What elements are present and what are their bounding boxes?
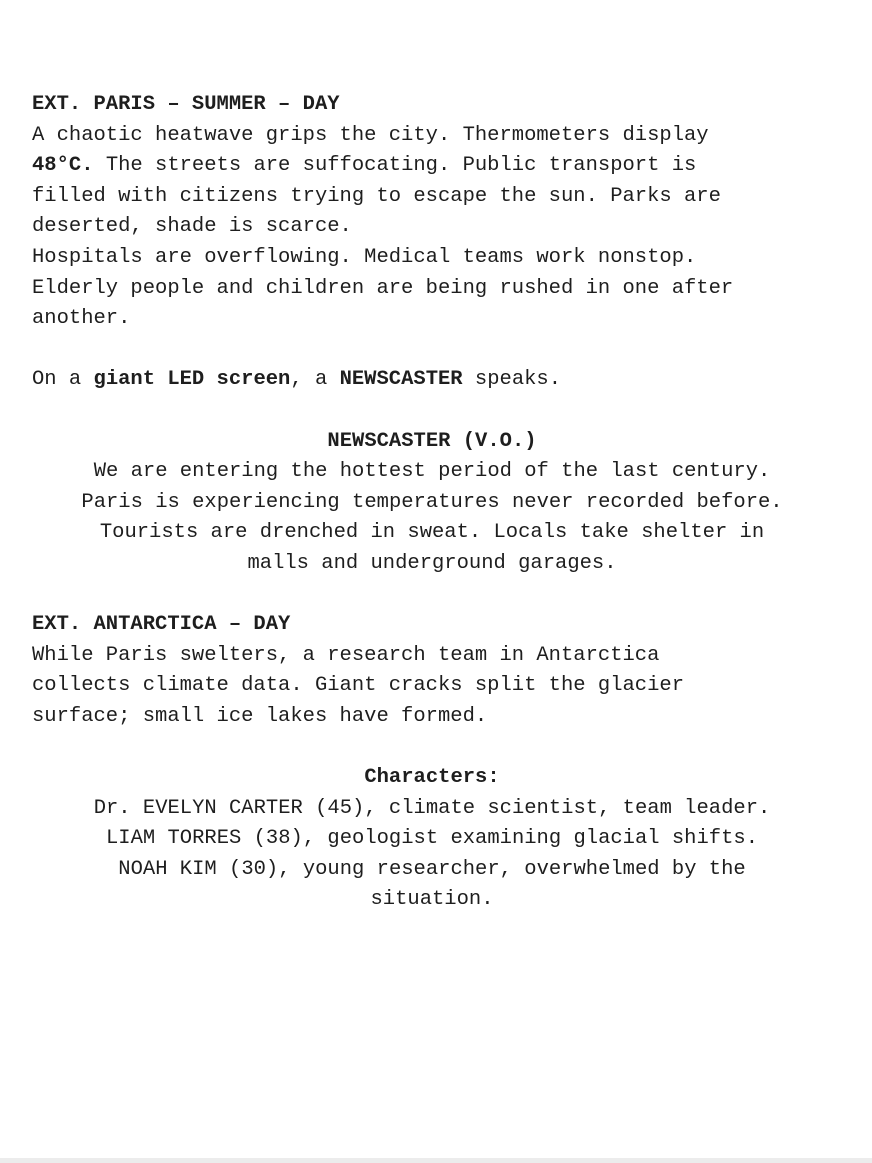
action-line: surface; small ice lakes have formed. (32, 704, 488, 728)
action-line: While Paris swelters, a research team in Antarctica (32, 643, 660, 667)
led-screen-text: giant LED screen (93, 368, 291, 392)
newscaster-name: NEWSCASTER (339, 368, 463, 392)
scene-heading-paris: EXT. PARIS – SUMMER – DAY (32, 93, 340, 116)
dialogue-character: NEWSCASTER (V.O.) (327, 429, 537, 453)
temperature-value: 48°C. (32, 154, 94, 178)
character-line: LIAM TORRES (38), geologist examining glacial shifts. (105, 827, 758, 851)
dialogue-line: malls and underground garages. (247, 551, 617, 575)
action-line: A chaotic heatwave grips the city. Thermometers display (32, 123, 709, 147)
action-text: The streets are suffocating. Public transport is (93, 154, 697, 178)
blank-line (32, 580, 852, 611)
action-line: deserted, shade is scarce. (32, 215, 352, 239)
blank-line (32, 732, 852, 763)
page-bottom-edge (0, 1158, 872, 1163)
action-line: Elderly people and children are being rushed in one after (32, 276, 734, 300)
action-text: speaks. (462, 368, 562, 392)
action-line (32, 151, 852, 182)
action-line: filled with citizens trying to escape the sun. Parks are (32, 184, 721, 208)
action-line: Hospitals are overflowing. Medical teams work nonstop. (32, 245, 697, 269)
blank-line (32, 335, 852, 366)
dialogue-line: We are entering the hottest period of the last century. (93, 460, 771, 484)
action-text: On a (32, 368, 94, 392)
dialogue-line: Tourists are drenched in sweat. Locals take shelter in (99, 521, 765, 545)
action-line-led (32, 365, 852, 396)
dialogue-line: Paris is experiencing temperatures never recorded before. (81, 490, 783, 514)
scene-heading-antarctica: EXT. ANTARCTICA – DAY (32, 613, 291, 637)
character-line: Dr. EVELYN CARTER (45), climate scientist, team leader. (93, 796, 771, 820)
action-line: collects climate data. Giant cracks split the glacier (32, 674, 685, 698)
character-line: situation. (370, 888, 494, 912)
blank-line (32, 396, 852, 427)
characters-title: Characters: (364, 766, 500, 790)
script-content (32, 90, 852, 916)
action-text: , a (290, 368, 340, 392)
character-line: NOAH KIM (30), young researcher, overwhelmed by the (118, 857, 746, 881)
action-line: another. (32, 307, 131, 331)
